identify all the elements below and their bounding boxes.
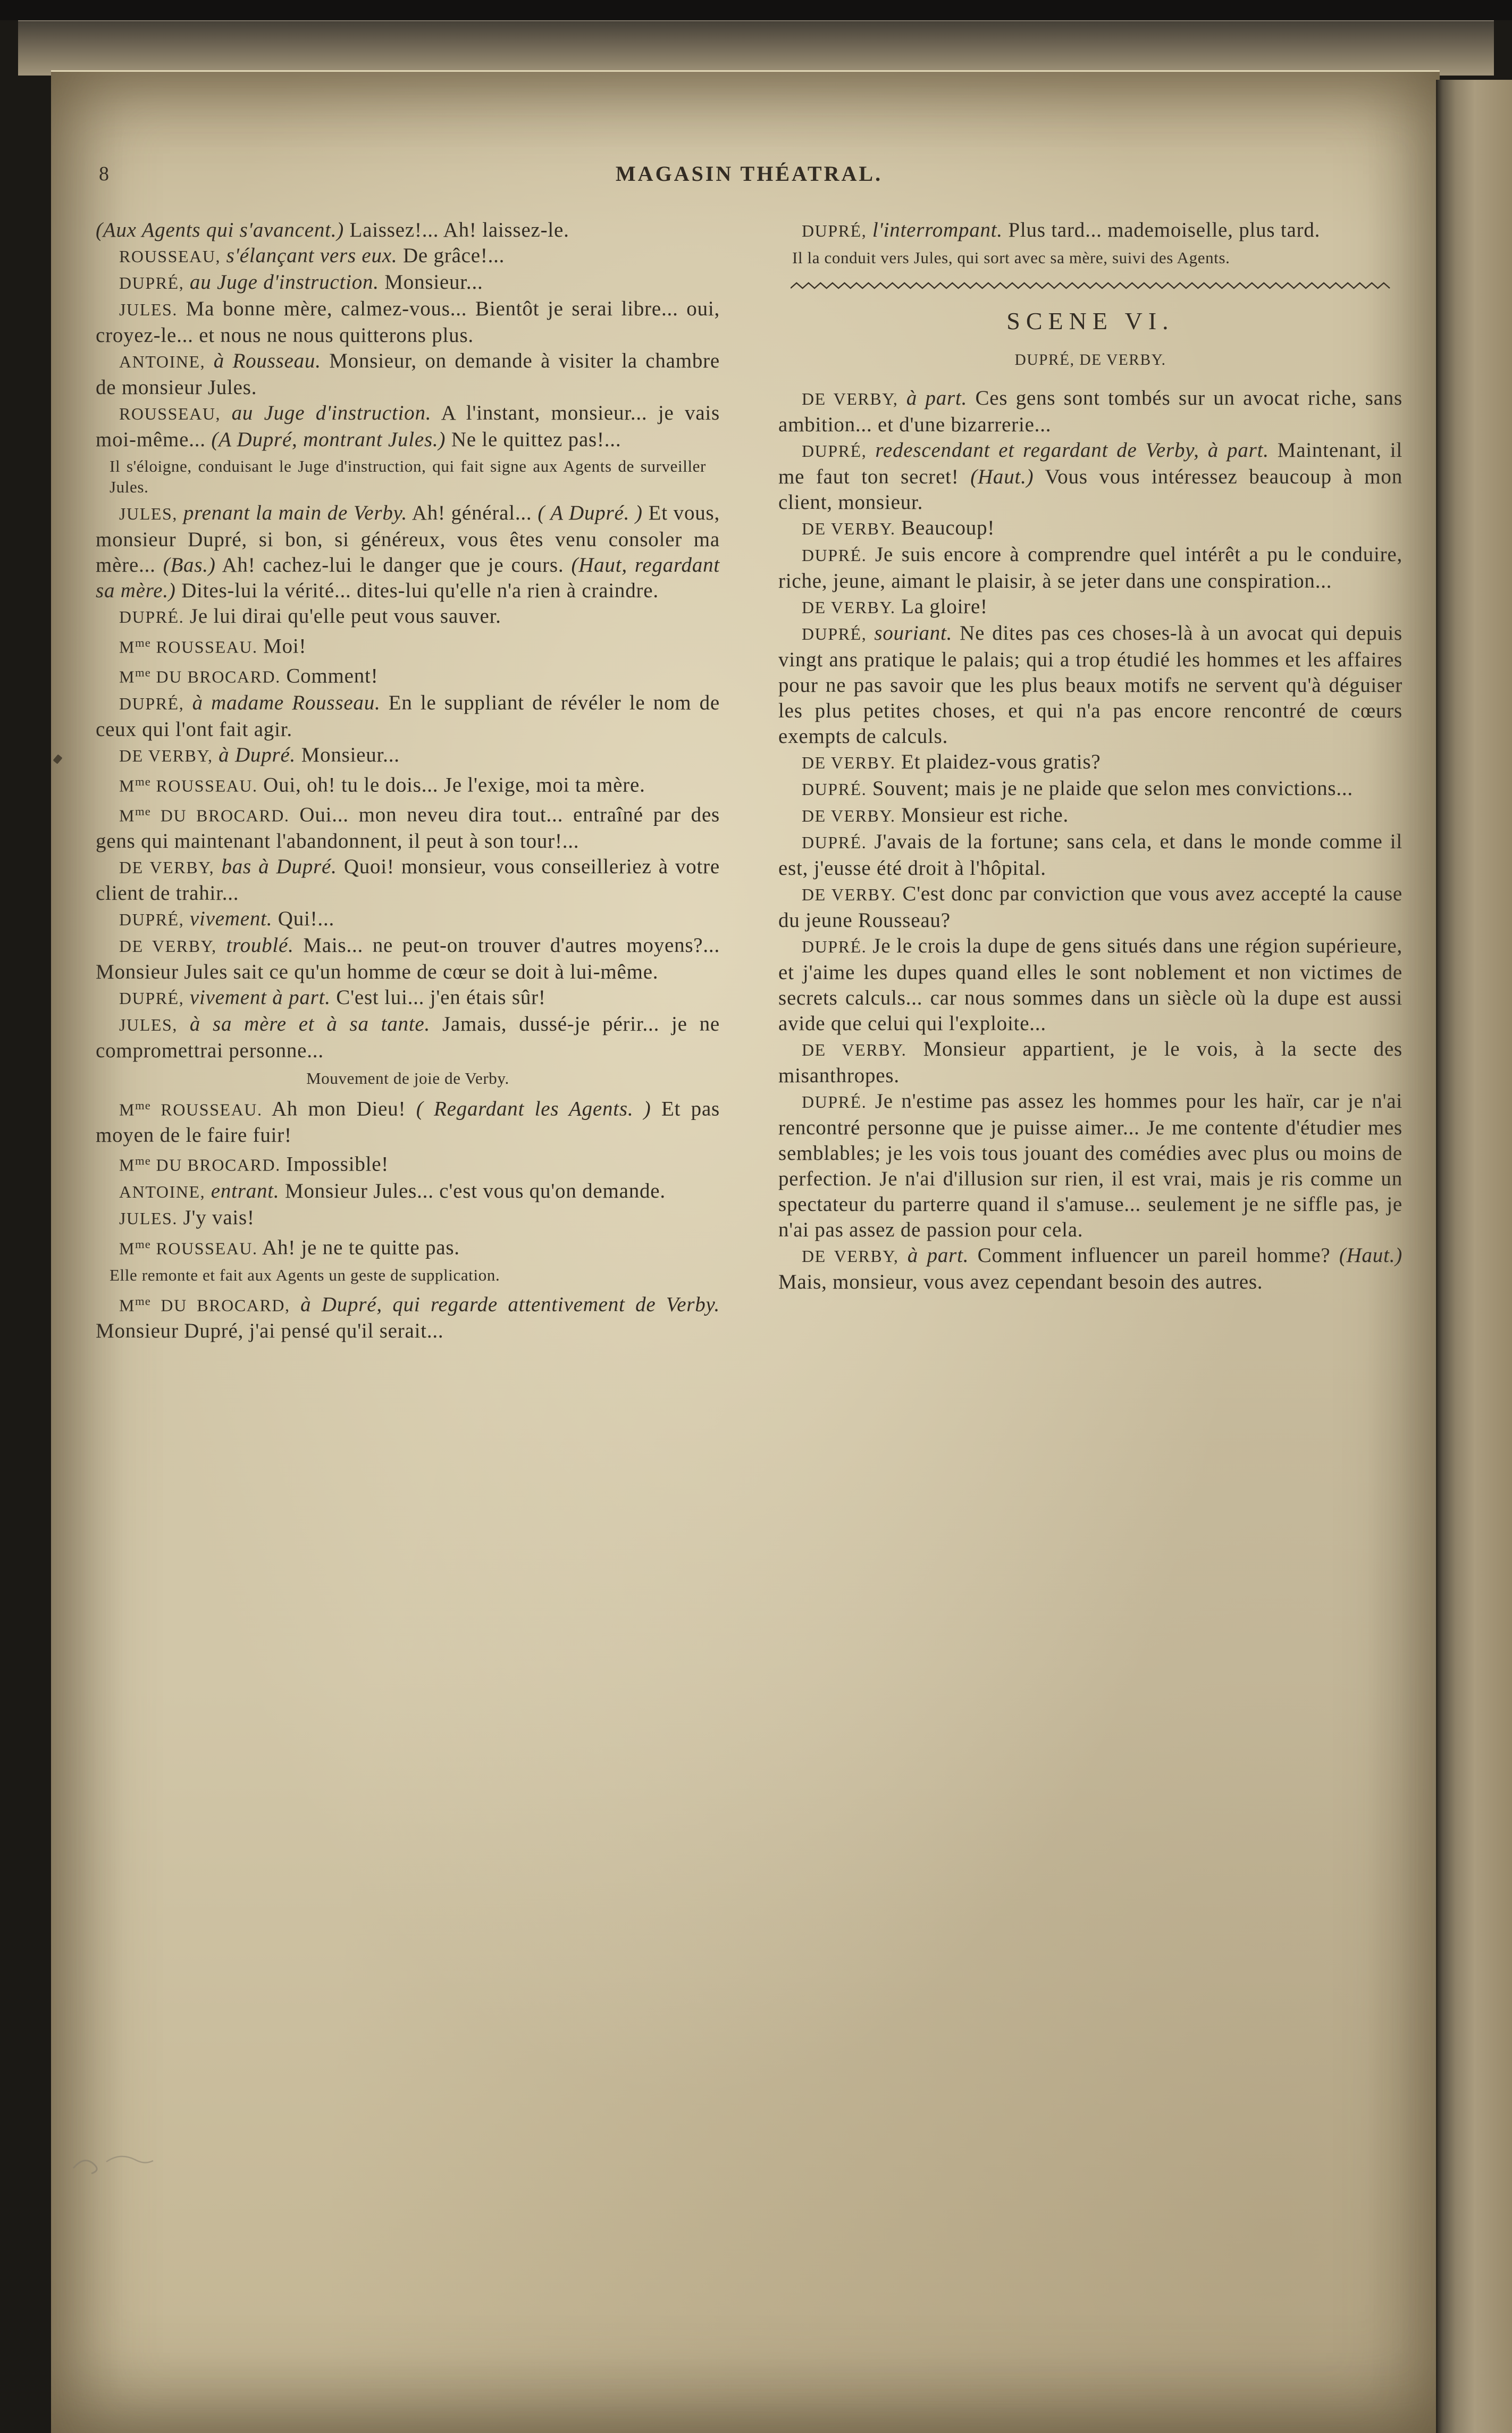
paper-sheet: [51, 70, 1440, 2433]
text-segment: ROUSSEAU,: [119, 247, 221, 266]
text-segment: Quoi! monsieur, vous conseilleriez à votre client de trahir...: [96, 855, 720, 905]
text-segment: Et plaidez-vous gratis?: [895, 750, 1101, 773]
text-segment: Jamais, dussé-je périr... je ne compromettrai personne...: [96, 1013, 720, 1063]
text-segment: J'y vais!: [177, 1206, 255, 1229]
text-segment: DE VERBY,: [119, 937, 217, 956]
text-segment: me: [135, 1099, 151, 1113]
text-segment: à part.: [898, 387, 968, 409]
text-segment: J'avais de la fortune; sans cela, et dans le monde comme il est, j'eusse été droit à l'hôpital.: [778, 830, 1402, 880]
text-segment: Je le crois la dupe de gens situés dans une région supérieure, et j'aime les dupes quand elles le sont noblement et non victimes de secrets calculs... car nous sommes dans un siècle où la dupe est aussi avide que celui qui l'exploite...: [778, 934, 1402, 1035]
text-segment: M: [119, 1156, 136, 1175]
text-segment: DUPRÉ.: [802, 938, 867, 956]
text-segment: (Haut, regardant sa mère.): [96, 554, 720, 602]
text-segment: SCENE VI.: [1006, 307, 1174, 335]
text-segment: JULES.: [119, 1209, 178, 1228]
dialogue-paragraph: [778, 802, 1402, 829]
text-segment: M: [119, 1100, 136, 1119]
text-segment: me: [135, 636, 151, 649]
text-segment: DUPRÉ,: [802, 222, 867, 240]
dialogue-paragraph: [96, 604, 720, 630]
text-segment: Ah! je ne te quitte pas.: [257, 1236, 460, 1259]
text-segment: ( A Dupré. ): [537, 501, 643, 524]
dialogue-paragraph: [778, 542, 1402, 594]
text-segment: prenant la main de Verby.: [177, 501, 408, 524]
text-segment: me: [135, 804, 151, 818]
text-segment: C'est lui... j'en étais sûr!: [330, 986, 546, 1009]
text-segment: vivement.: [184, 907, 273, 931]
stage-direction: [96, 456, 720, 497]
text-segment: Je lui dirai qu'elle peut vous sauver.: [184, 605, 501, 628]
ink-mark: [53, 754, 62, 764]
text-segment: Ah mon Dieu!: [262, 1097, 416, 1121]
text-segment: Ne le quittez pas!...: [446, 428, 621, 451]
text-segment: à sa mère et à sa tante.: [177, 1013, 431, 1036]
running-title: MAGASIN THÉATRAL.: [615, 162, 883, 186]
text-segment: DE VERBY.: [802, 598, 896, 617]
stage-direction: [778, 247, 1402, 268]
text-segment: La gloire!: [895, 595, 988, 618]
text-segment: Moi!: [257, 634, 307, 658]
dialogue-paragraph: [96, 690, 720, 742]
text-segment: DE VERBY.: [802, 807, 896, 825]
text-segment: JULES.: [119, 300, 178, 319]
text-segment: DUPRÉ,: [119, 694, 184, 713]
text-segment: Monsieur...: [379, 271, 483, 294]
text-segment: DE VERBY.: [802, 1041, 907, 1059]
text-segment: à Rousseau.: [205, 349, 321, 372]
text-segment: DE VERBY.: [802, 885, 896, 904]
text-segment: De grâce!...: [397, 244, 505, 267]
scene-characters: [778, 347, 1402, 372]
text-segment: Comment influencer un pareil homme?: [969, 1244, 1339, 1267]
dialogue-paragraph: [96, 270, 720, 296]
dialogue-paragraph: [96, 1289, 720, 1344]
scan-background-top: [0, 0, 1512, 20]
dialogue-paragraph: [778, 933, 1402, 1036]
text-segment: DUPRÉ, DE VERBY.: [1014, 352, 1166, 369]
text-segment: Monsieur appartient, je le vois, à la secte des misanthropes.: [778, 1038, 1402, 1087]
text-segment: Dites-lui la vérité... dites-lui qu'elle n'a rien à craindre.: [175, 579, 659, 602]
dialogue-paragraph: [778, 515, 1402, 542]
text-segment: A l'instant, monsieur... je vais moi-même...: [96, 402, 720, 451]
page-content: [96, 161, 1402, 1344]
dialogue-paragraph: [96, 1011, 720, 1064]
text-segment: Mouvement de joie de Verby.: [306, 1069, 509, 1088]
text-segment: Monsieur est riche.: [895, 804, 1069, 826]
text-segment: Ah! cachez-lui le danger que je cours.: [215, 554, 572, 576]
dialogue-paragraph: [96, 348, 720, 400]
text-segment: Et pas moyen de le faire fuir!: [96, 1097, 720, 1147]
text-segment: à Dupré, qui regarde attentivement de Verby.: [290, 1293, 720, 1316]
dialogue-paragraph: [778, 386, 1402, 438]
dialogue-paragraph: [778, 218, 1402, 244]
dialogue-paragraph: [778, 1089, 1402, 1243]
text-segment: DU BROCARD.: [150, 806, 290, 825]
text-segment: au Juge d'instruction.: [184, 271, 379, 294]
text-segment: Souvent; mais je ne plaide que selon mes convictions...: [867, 777, 1353, 800]
dialogue-paragraph: [778, 1243, 1402, 1295]
centered-direction: [96, 1068, 720, 1089]
text-segment: JULES,: [119, 1016, 178, 1035]
text-segment: DUPRÉ.: [802, 1093, 867, 1111]
dialogue-paragraph: [778, 621, 1402, 749]
text-segment: s'élançant vers eux.: [221, 244, 398, 267]
text-segment: troublé.: [216, 934, 294, 957]
text-segment: au Juge d'instruction.: [221, 402, 432, 424]
text-segment: à Dupré.: [213, 743, 296, 766]
text-segment: M: [119, 806, 136, 825]
text-segment: Maintenant, il me faut ton secret!: [778, 439, 1402, 488]
text-segment: DUPRÉ.: [119, 608, 184, 626]
page-number: 8: [99, 163, 109, 185]
text-segment: (Bas.): [163, 554, 216, 576]
text-segment: C'est donc par conviction que vous avez accepté la cause du jeune Rousseau?: [778, 882, 1402, 932]
text-segment: souriant.: [867, 622, 953, 645]
text-segment: DUPRÉ,: [119, 274, 184, 292]
text-segment: Ah! général...: [407, 501, 538, 524]
dialogue-paragraph: [778, 438, 1402, 515]
text-segment: (A Dupré, montrant Jules.): [211, 428, 446, 451]
text-segment: DUPRÉ,: [119, 989, 184, 1008]
dialogue-paragraph: [96, 296, 720, 348]
stage-direction: [96, 1265, 720, 1285]
text-segment: Et vous, monsieur Dupré, si bon, si généreux, vous êtes venu consoler ma mère...: [96, 501, 720, 576]
text-segment: M: [119, 1239, 136, 1258]
next-page-edge: [1436, 80, 1512, 2433]
text-segment: DU BROCARD,: [150, 1296, 290, 1315]
text-segment: (Haut.): [970, 465, 1034, 488]
text-segment: Ma bonne mère, calmez-vous... Bientôt je serai libre... oui, croyez-le... et nous ne nous quitterons plus.: [96, 297, 720, 347]
text-segment: Monsieur Dupré, j'ai pensé qu'il serait...: [96, 1319, 444, 1343]
text-segment: Impossible!: [280, 1152, 389, 1176]
text-segment: Qui!...: [272, 907, 335, 931]
text-segment: Oui... mon neveu dira tout... entraîné par des gens qui maintenant l'abandonnent, il peut à son tour!...: [96, 803, 720, 853]
text-segment: Ne dites pas ces choses-là à un avocat qui depuis vingt ans pratique le palais; qui a trop étudié les hommes et les affaires pour ne pas savoir que les plus beaux motifs ne servent qu'à déguiser les plus petites choses, et qui n'a pas encore rencontré de cœurs exempts de calculs.: [778, 622, 1403, 748]
text-segment: ROUSSEAU.: [150, 1239, 258, 1258]
dialogue-paragraph: [96, 1178, 720, 1205]
dialogue-paragraph: [96, 218, 720, 243]
text-segment: Mais... ne peut-on trouver d'autres moyens?... Monsieur Jules sait ce qu'un homme de cœur se doit à lui-même.: [96, 934, 720, 984]
text-segment: me: [135, 1294, 151, 1308]
text-segment: à madame Rousseau.: [184, 691, 381, 714]
text-columns: [96, 218, 1402, 1344]
text-segment: M: [119, 776, 136, 795]
text-segment: DE VERBY,: [119, 858, 215, 877]
dialogue-paragraph: [778, 881, 1402, 933]
dialogue-paragraph: [96, 906, 720, 933]
scene-heading: [778, 307, 1402, 335]
text-segment: DUPRÉ,: [802, 625, 867, 643]
pencil-scribble: [69, 2141, 186, 2183]
text-segment: En le suppliant de révéler le nom de ceux qui l'ont fait agir.: [96, 691, 720, 741]
text-segment: (Aux Agents qui s'avancent.): [96, 219, 345, 241]
text-segment: me: [135, 1154, 151, 1168]
dialogue-paragraph: [96, 400, 720, 453]
text-segment: Laissez!... Ah! laissez-le.: [344, 219, 569, 241]
text-segment: Il s'éloigne, conduisant le Juge d'instruction, qui fait signe aux Agents de surveiller Jules.: [110, 457, 706, 496]
dialogue-paragraph: [96, 1205, 720, 1232]
dialogue-paragraph: [96, 1148, 720, 1178]
dialogue-paragraph: [778, 776, 1402, 802]
dialogue-paragraph: [96, 1232, 720, 1261]
dialogue-paragraph: [96, 933, 720, 985]
page-header: [96, 161, 1402, 191]
text-segment: ROUSSEAU.: [150, 638, 258, 657]
text-segment: Mais, monsieur, vous avez cependant besoin des autres.: [778, 1270, 1263, 1293]
text-segment: Plus tard... mademoiselle, plus tard.: [1002, 219, 1321, 241]
text-segment: l'interrompant.: [867, 219, 1003, 241]
text-segment: Vous vous intéressez beaucoup à mon client, monsieur.: [778, 465, 1402, 514]
dialogue-paragraph: [778, 594, 1402, 621]
text-segment: (Haut.): [1339, 1244, 1402, 1267]
text-segment: ROUSSEAU.: [150, 1100, 263, 1119]
text-segment: Beaucoup!: [895, 516, 995, 539]
dialogue-paragraph: [96, 630, 720, 660]
dialogue-paragraph: [96, 742, 720, 769]
text-segment: DUPRÉ.: [802, 780, 867, 799]
text-segment: me: [135, 774, 151, 788]
text-segment: DUPRÉ,: [119, 910, 184, 930]
text-segment: Ces gens sont tombés sur un avocat riche, sans ambition... et d'une bizarrerie...: [778, 387, 1403, 436]
text-segment: Je suis encore à comprendre quel intérêt a pu le conduire, riche, jeune, aimant le plaisir, à se jeter dans une conspiration...: [778, 543, 1402, 592]
dialogue-paragraph: [96, 243, 720, 270]
text-segment: Monsieur Jules... c'est vous qu'on demande.: [279, 1179, 666, 1202]
dialogue-paragraph: [778, 1036, 1402, 1089]
text-segment: Monsieur...: [296, 743, 400, 766]
text-segment: DE VERBY,: [802, 1247, 899, 1266]
text-segment: redescendant et regardant de Verby, à part.: [867, 439, 1269, 462]
text-segment: ANTOINE,: [119, 353, 206, 371]
decorative-rule: [791, 282, 1390, 289]
text-segment: M: [119, 638, 136, 657]
dialogue-paragraph: [96, 660, 720, 690]
text-segment: M: [119, 667, 136, 687]
text-segment: DU BROCARD.: [150, 1156, 281, 1175]
text-segment: bas à Dupré.: [214, 855, 337, 879]
left-column: [96, 218, 720, 1344]
dialogue-paragraph: [778, 829, 1402, 881]
text-segment: me: [135, 666, 151, 680]
text-segment: DUPRÉ.: [802, 833, 867, 852]
text-segment: ROUSSEAU,: [119, 405, 221, 423]
dialogue-paragraph: [96, 854, 720, 906]
dialogue-paragraph: [96, 769, 720, 799]
text-segment: ( Regardant les Agents. ): [416, 1097, 651, 1121]
text-segment: DUPRÉ.: [802, 546, 867, 565]
text-segment: JULES,: [119, 505, 178, 523]
text-segment: entrant.: [205, 1179, 280, 1202]
text-segment: DE VERBY.: [802, 520, 896, 538]
right-column: [778, 218, 1402, 1344]
dialogue-paragraph: [778, 749, 1402, 776]
text-segment: Oui, oh! tu le dois... Je l'exige, moi ta mère.: [257, 773, 645, 796]
dialogue-paragraph: [96, 1093, 720, 1148]
text-segment: Je n'estime pas assez les hommes pour les haïr, car je n'ai rencontré personne que je puisse aimer... Je me contente d'étudier mes semblables; je les vois tous jouant des comédies avec plus ou moins de perfection. Je n'ai d'illusion sur rien, il est vrai, mais je ris comme un spectateur du parterre quand il s'amuse... seulement je ne siffle pas, je n'ai pas assez de passion pour cela.: [778, 1090, 1402, 1241]
text-segment: DE VERBY.: [802, 754, 896, 772]
text-segment: Comment!: [280, 664, 379, 688]
text-segment: me: [135, 1237, 151, 1251]
text-segment: DE VERBY,: [802, 390, 898, 408]
text-segment: Elle remonte et fait aux Agents un geste de supplication.: [110, 1266, 500, 1285]
text-segment: M: [119, 1296, 136, 1315]
text-segment: vivement à part.: [184, 986, 331, 1009]
text-segment: Il la conduit vers Jules, qui sort avec sa mère, suivi des Agents.: [792, 248, 1230, 267]
dialogue-paragraph: [96, 500, 720, 604]
text-segment: Monsieur, on demande à visiter la chambre de monsieur Jules.: [96, 349, 720, 399]
text-segment: DUPRÉ,: [802, 442, 867, 461]
dialogue-paragraph: [96, 985, 720, 1011]
text-segment: DU BROCARD.: [150, 667, 281, 687]
text-segment: à part.: [898, 1244, 969, 1267]
text-segment: ANTOINE,: [119, 1182, 206, 1201]
dialogue-paragraph: [96, 799, 720, 854]
under-page-edge: [18, 20, 1494, 76]
text-segment: DE VERBY,: [119, 746, 213, 765]
text-segment: ROUSSEAU.: [150, 776, 258, 795]
